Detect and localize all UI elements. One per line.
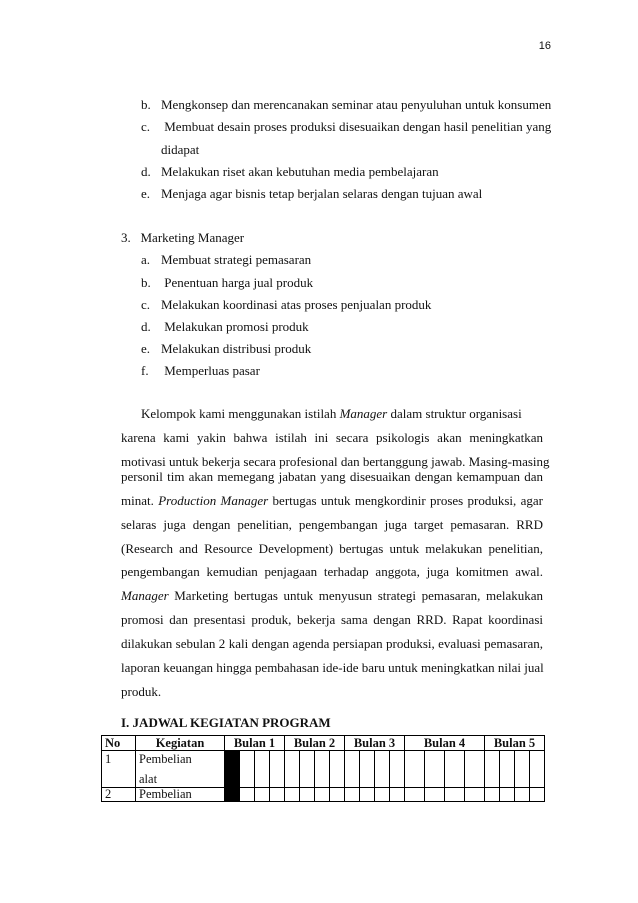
paragraph-line: produk. xyxy=(121,684,162,699)
paragraph-line: dilakukan sebulan 2 kali dengan agenda persiapan produksi, evaluasi pemasaran, xyxy=(121,636,543,651)
week-cell xyxy=(500,751,515,788)
week-cell xyxy=(445,751,465,788)
column-header: Bulan 1 xyxy=(225,736,285,751)
week-cell xyxy=(485,788,500,802)
list-text: Mengkonsep dan merencanakan seminar atau penyuluhan untuk konsumen xyxy=(161,97,552,112)
text: Marketing bertugas untuk menyusun strategi pemasaran, melakukan xyxy=(168,588,543,603)
page-number: 16 xyxy=(538,40,551,52)
week-cell xyxy=(390,751,405,788)
activity-cell xyxy=(136,751,225,788)
list-item xyxy=(141,297,431,313)
week-cell xyxy=(405,788,425,802)
list-marker: f. xyxy=(141,363,149,378)
list-marker: d. xyxy=(141,164,151,179)
paragraph-line: pengembangan kemudian penjagaan terhadap anggota, juga komitmen awal. xyxy=(121,564,543,579)
week-cell xyxy=(270,751,285,788)
week-cell xyxy=(500,788,515,802)
table-header-row xyxy=(102,736,545,751)
column-header: Bulan 3 xyxy=(345,736,405,751)
list-item xyxy=(141,164,439,180)
paragraph-line xyxy=(121,493,543,509)
paragraph-line: personil tim akan memegang jabatan yang disesuaikan dengan kemampuan dan xyxy=(121,469,543,484)
week-cell xyxy=(425,751,445,788)
list-item xyxy=(141,319,309,335)
week-cell xyxy=(285,751,300,788)
activity-text: Pembelian xyxy=(139,752,192,766)
week-cell xyxy=(240,751,255,788)
week-cell xyxy=(375,788,390,802)
list-text: Membuat desain proses produksi disesuaikan dengan hasil penelitian yang xyxy=(161,119,552,134)
paragraph-line xyxy=(121,588,543,604)
schedule-table xyxy=(101,735,545,802)
paragraph-line: laporan keuangan hingga pembahasan ide-ide baru untuk meningkatkan nilai jual xyxy=(121,660,544,675)
list-item xyxy=(141,119,551,135)
list-marker: c. xyxy=(141,119,151,134)
week-cell xyxy=(485,751,500,788)
week-cell-filled xyxy=(225,751,240,788)
week-cell xyxy=(300,788,315,802)
paragraph-line: selaras juga dengan penelitian, pengembangan juga target pemasaran. RRD xyxy=(121,517,543,532)
list-marker: c. xyxy=(141,297,151,312)
column-header: Bulan 4 xyxy=(405,736,485,751)
week-cell xyxy=(315,751,330,788)
week-cell xyxy=(255,751,270,788)
column-header: Bulan 5 xyxy=(485,736,545,751)
column-header: Bulan 2 xyxy=(285,736,345,751)
section-title: 3. Marketing Manager xyxy=(121,230,245,245)
list-item xyxy=(141,186,482,202)
week-cell xyxy=(465,751,485,788)
list-marker: d. xyxy=(141,319,151,334)
week-cell xyxy=(375,751,390,788)
paragraph-line: karena kami yakin bahwa istilah ini secara psikologis akan meningkatkan xyxy=(121,430,543,445)
paragraph-line: promosi dan presentasi produk, bekerja sama dengan RRD. Rapat koordinasi xyxy=(121,612,543,627)
week-cell xyxy=(405,751,425,788)
paragraph-line: (Research and Resource Development) bertugas untuk melakukan penelitian, xyxy=(121,541,543,556)
row-number: 2 xyxy=(102,788,136,802)
list-text: Melakukan distribusi produk xyxy=(161,341,312,356)
week-cell xyxy=(270,788,285,802)
list-item xyxy=(141,252,311,268)
row-number: 1 xyxy=(102,751,136,788)
list-item xyxy=(141,341,311,357)
list-marker: e. xyxy=(141,186,151,201)
text: dalam struktur organisasi xyxy=(387,406,522,421)
list-item xyxy=(141,275,313,291)
week-cell xyxy=(360,788,375,802)
paragraph-line xyxy=(141,406,522,422)
text: minat. xyxy=(121,493,159,508)
week-cell xyxy=(285,788,300,802)
week-cell xyxy=(425,788,445,802)
emphasis: Manager xyxy=(339,406,388,421)
week-cell xyxy=(390,788,405,802)
week-cell xyxy=(330,751,345,788)
week-cell xyxy=(515,788,530,802)
week-cell xyxy=(255,788,270,802)
text: bertugas untuk mengkordinir proses produksi, agar xyxy=(268,493,543,508)
activity-text: alat xyxy=(139,772,158,786)
column-header: Kegiatan xyxy=(136,736,225,751)
list-text: Melakukan koordinasi atas proses penjualan produk xyxy=(161,297,432,312)
week-cell xyxy=(330,788,345,802)
week-cell xyxy=(530,751,545,788)
activity-cell: Pembelian xyxy=(136,788,225,802)
week-cell xyxy=(530,788,545,802)
week-cell xyxy=(345,788,360,802)
table-row xyxy=(102,751,545,788)
list-text: Memperluas pasar xyxy=(161,363,260,378)
table-row xyxy=(102,788,545,802)
list-text: Membuat strategi pemasaran xyxy=(161,252,312,267)
list-text: Penentuan harga jual produk xyxy=(161,275,314,290)
list-item-continuation: didapat xyxy=(161,142,200,157)
week-cell xyxy=(315,788,330,802)
column-header: No xyxy=(102,736,136,751)
section-heading: I. JADWAL KEGIATAN PROGRAM xyxy=(121,715,331,730)
week-cell xyxy=(345,751,360,788)
week-cell xyxy=(465,788,485,802)
week-cell xyxy=(360,751,375,788)
emphasis: Production Manager xyxy=(158,493,269,508)
list-marker: e. xyxy=(141,341,151,356)
list-marker: a. xyxy=(141,252,151,267)
paragraph-line: motivasi untuk bekerja secara profesional dan bertanggung jawab. Masing-masing xyxy=(121,454,550,469)
week-cell xyxy=(240,788,255,802)
emphasis: Manager xyxy=(121,588,169,603)
list-marker: b. xyxy=(141,275,151,290)
list-item xyxy=(141,363,260,379)
list-marker: b. xyxy=(141,97,151,112)
list-text: Menjaga agar bisnis tetap berjalan selaras dengan tujuan awal xyxy=(161,186,483,201)
text: Kelompok kami menggunakan istilah xyxy=(141,406,340,421)
list-item xyxy=(141,97,551,113)
list-text: Melakukan promosi produk xyxy=(161,319,309,334)
week-cell xyxy=(445,788,465,802)
week-cell-filled xyxy=(225,788,240,802)
week-cell xyxy=(300,751,315,788)
list-text: Melakukan riset akan kebutuhan media pembelajaran xyxy=(161,164,439,179)
week-cell xyxy=(515,751,530,788)
